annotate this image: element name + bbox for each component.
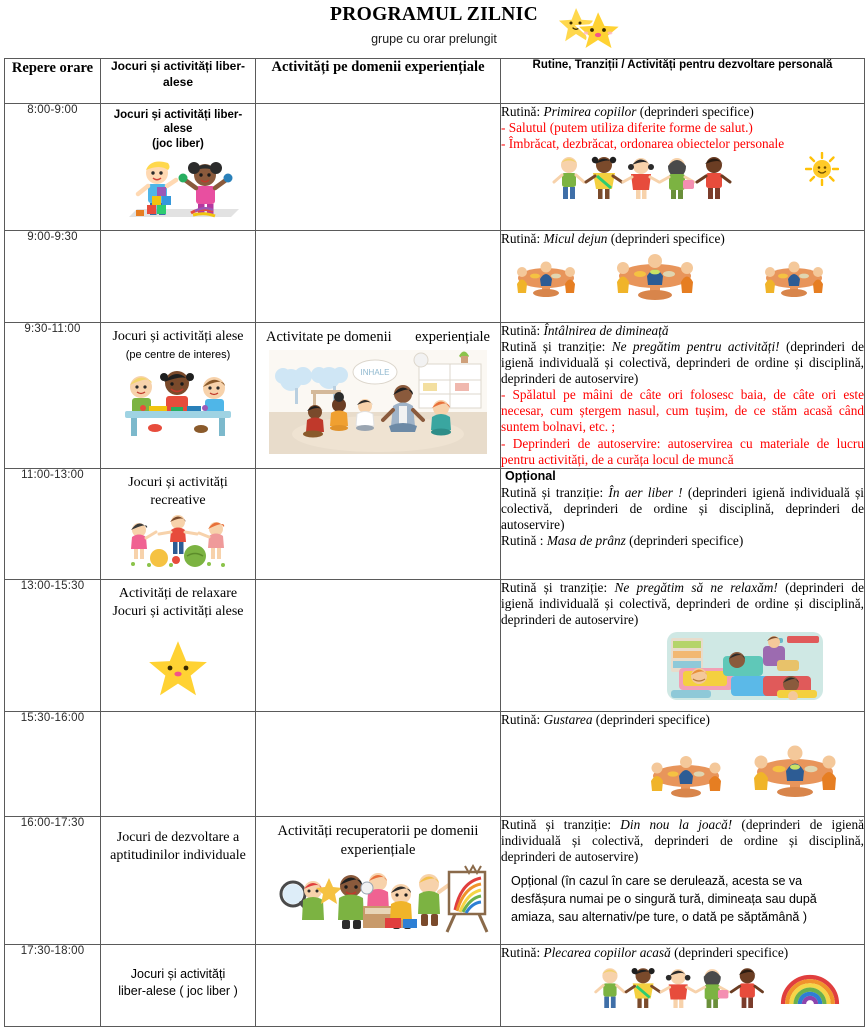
- table-row: [5, 711, 865, 816]
- row-free-play-cell: [101, 104, 256, 231]
- row-domains-cell: [256, 468, 501, 579]
- smiling-sun-icon: [805, 152, 839, 186]
- document-header: [0, 0, 868, 58]
- table-row: [5, 579, 865, 711]
- routine-line: Rutină : Masa de prânz (deprinderi specifice): [501, 533, 744, 549]
- free-play-label-line1: Activități de relaxare: [118, 585, 238, 601]
- routine-line: - Spălatul pe mâini de câte ori folosesc baia, de câte ori este necesar, cum ștergem nasul, cum tușim, de ce stăm acasă când suntem bolnavi, etc. ;: [501, 387, 864, 435]
- row-domains-cell: [256, 104, 501, 231]
- row-routines-cell: [501, 468, 865, 579]
- row-routines-cell: [501, 579, 865, 711]
- row-time-cell: 13:00-15:30: [5, 579, 101, 711]
- routine-line: Rutină: Întâlnirea de dimineață: [501, 323, 669, 338]
- row-domains-cell: [256, 579, 501, 711]
- free-play-label: Jocuri și activități liber-alese: [113, 109, 243, 136]
- routine-line: Rutină și tranziție: Ne pregătim să ne relaxăm! (deprinderi de igienă individuală și colectivă, deprinderi de ordine și disciplină, deprinderi de autoservire): [501, 579, 864, 627]
- routine-line: Rutină: Primirea copiilor (deprinderi specifice): [501, 104, 754, 119]
- svg-text:INHALE: INHALE: [360, 367, 390, 377]
- free-play-label-line1: Jocuri și activități: [130, 966, 226, 981]
- row-free-play-cell: [101, 816, 256, 944]
- row-time-cell: 9:00-9:30: [5, 231, 101, 323]
- table-row: [5, 231, 865, 323]
- routine-line: Rutină: Plecarea copiilor acasă (deprinderi specifice): [501, 944, 789, 960]
- free-play-label: Jocuri și activități recreative: [128, 474, 228, 508]
- double-star-icon: [556, 2, 626, 50]
- free-play-sublabel: (joc liber): [152, 137, 204, 150]
- row-free-play-cell: [101, 579, 256, 711]
- column-header-free-play: Jocuri și activități liber-alese: [101, 59, 256, 104]
- row-time-cell: 8:00-9:00: [5, 104, 101, 231]
- optional-heading: Opțional: [505, 468, 556, 483]
- domains-label: Activități recuperatorii pe domenii experiențiale: [277, 822, 479, 858]
- row-domains-cell: [256, 323, 501, 469]
- row-time-cell: 11:00-13:00: [5, 468, 101, 579]
- row-time-cell: 9:30-11:00: [5, 323, 101, 469]
- routine-line: - Îmbrăcat, dezbrăcat, ordonarea obiectelor personale: [501, 136, 785, 152]
- row-domains-cell: [256, 944, 501, 1026]
- daily-schedule-table: [4, 58, 865, 1027]
- row-routines-cell: [501, 231, 865, 323]
- children-blocks-and-finger-painting-illustration: [113, 153, 243, 225]
- table-row: [5, 944, 865, 1026]
- row-free-play-cell: [101, 468, 256, 579]
- row-routines-cell: [501, 711, 865, 816]
- routine-line: Rutină și tranziție: În aer liber ! (deprinderi igienă individuală și colectivă, deprinderi de ordine și disciplină, deprinderi de autoservire): [501, 484, 864, 532]
- table-row: [5, 104, 865, 231]
- row-free-play-cell: [101, 711, 256, 816]
- children-eating-snack-at-tables-illustration: [501, 742, 864, 804]
- routine-line: Rutină și tranziție: Din nou la joacă! (deprinderi de igienă individuală și colectivă, deprinderi de ordine și disciplină, deprinderi de autoservire): [501, 816, 864, 864]
- free-play-sublabel: (pe centre de interes): [125, 349, 231, 362]
- page-title: PROGRAMUL ZILNIC: [330, 4, 538, 25]
- column-header-domains: Activități pe domenii experiențiale: [256, 59, 501, 104]
- row-free-play-cell: [101, 323, 256, 469]
- rainbow-icon: [779, 970, 841, 1006]
- children-eating-at-tables-illustration: [501, 250, 864, 302]
- children-napping-on-mats-illustration: [667, 632, 823, 700]
- teacher-with-children-on-classroom-rug-illustration: [269, 350, 487, 454]
- table-header-row: [5, 59, 865, 104]
- column-header-routines: Rutine, Tranziții / Activități pentru dezvoltare personală: [501, 59, 865, 104]
- row-routines-cell: [501, 816, 865, 944]
- free-play-label: Jocuri și activități alese: [112, 329, 244, 344]
- five-children-holding-hands-illustration: [591, 962, 771, 1018]
- column-header-time: Repere orare: [5, 59, 101, 104]
- row-time-cell: 16:00-17:30: [5, 816, 101, 944]
- row-time-cell: 15:30-16:00: [5, 711, 101, 816]
- row-routines-cell: [501, 104, 865, 231]
- row-routines-cell: [501, 323, 865, 469]
- smiling-star-icon: [143, 635, 213, 701]
- table-row: [5, 468, 865, 579]
- children-with-art-supplies-and-easel-illustration: [267, 862, 489, 934]
- row-domains-cell: [256, 231, 501, 323]
- routine-line: - Salutul (putem utiliza diferite forme de salut.): [501, 120, 753, 136]
- domains-label: Activitate pe domenii experiențiale: [266, 329, 490, 345]
- routine-line: Rutină: Micul dejun (deprinderi specifice): [501, 231, 725, 246]
- row-routines-cell: [501, 944, 865, 1026]
- row-free-play-cell: [101, 944, 256, 1026]
- routine-line: Rutină și tranziție: Ne pregătim pentru activități! (deprinderi de igienă individuală și colectivă, deprinderi de ordine și disciplină, deprinderi de autoservire): [501, 339, 864, 387]
- row-free-play-cell: [101, 231, 256, 323]
- five-children-holding-hands-illustration: [549, 154, 739, 206]
- row-time-cell: 17:30-18:00: [5, 944, 101, 1026]
- routine-line: - Deprinderi de autoservire: autoservirea cu materiale de lucru pentru activități, de a curăța locul de muncă: [501, 435, 864, 467]
- free-play-label: Jocuri de dezvoltare a aptitudinilor individuale: [110, 829, 246, 863]
- optional-note: Opțional (în cazul în care se derulează, acesta se va desfășura numai pe o singură tură, dimineața sau după amiaza, sau alternativ/pe ture, o dată pe săptămână ): [511, 873, 817, 925]
- table-row: [5, 816, 865, 944]
- page-subtitle: grupe cu orar prelungit: [371, 32, 497, 46]
- free-play-label-line2: liber-alese ( joc liber ): [118, 984, 238, 999]
- three-children-at-craft-table-illustration: [113, 365, 243, 439]
- row-domains-cell: [256, 711, 501, 816]
- routine-line: Rutină: Gustarea (deprinderi specifice): [501, 711, 710, 727]
- children-playing-ball-outdoors-illustration: [119, 512, 237, 568]
- row-domains-cell: [256, 816, 501, 944]
- free-play-label-line2: Jocuri și activități alese: [112, 603, 244, 619]
- table-row: [5, 323, 865, 469]
